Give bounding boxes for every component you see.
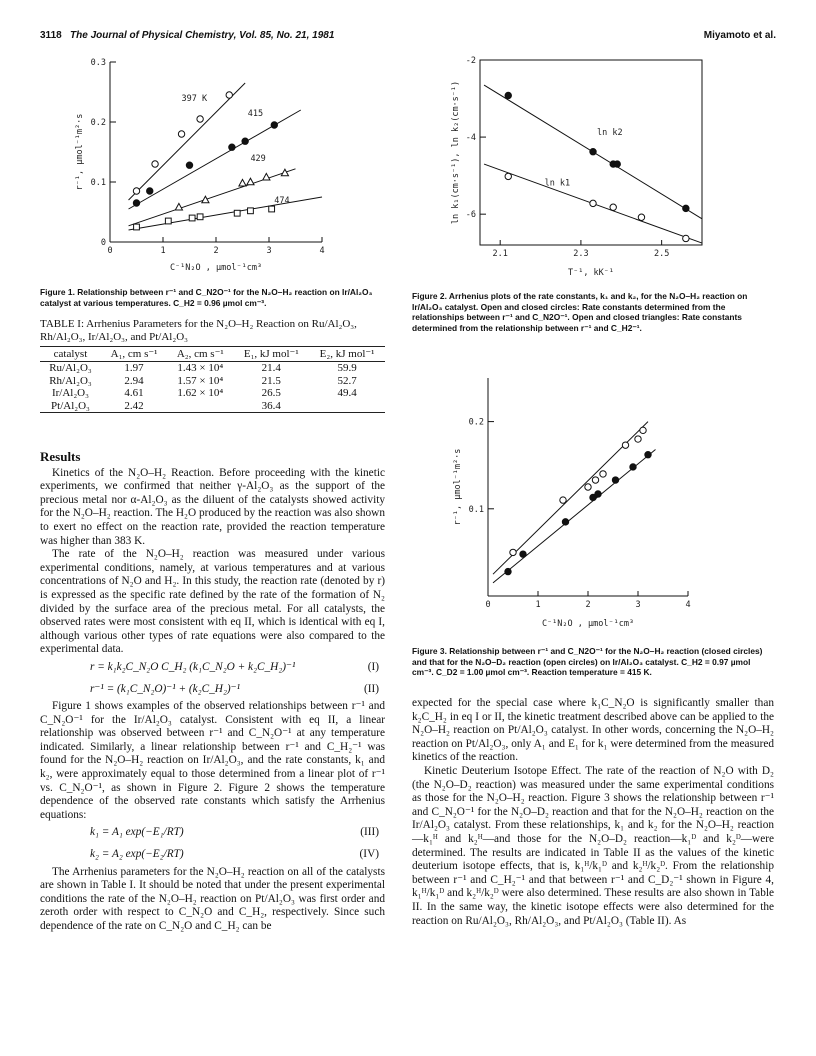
equation-4-number: (IV): [359, 848, 379, 861]
table-1-title: TABLE I: Arrhenius Parameters for the N₂O–H₂ Reaction on Ru/Al₂O₃, Rh/Al₂O₃, Ir/Al₂O₃, and Pt/Al₂O₃: [40, 318, 357, 343]
data-point: [614, 161, 620, 167]
data-point: [234, 210, 240, 216]
table-cell: 4.61: [124, 387, 144, 399]
data-point: [560, 497, 566, 503]
figure-1-caption: [40, 287, 385, 308]
table-cell: 59.9: [337, 362, 357, 374]
left-column-text: [40, 444, 385, 934]
x-tick-label: 1: [535, 600, 541, 610]
paragraph-rate-measure: The rate of the N₂O–H₂ reaction was measured under various experimental conditions, namely, at various temperatures and at various concentrations of N₂O and H₂. In this study, the reaction rate (denoted by r) is expressed as the specific rate defined by the rate of the formation of N₂ divided by the surface area of the precious metal. For all catalysts, the observed rates were most consistent with eq II, which is identical with eq I, although various other types of rate equations were also compared to the experimental data.: [40, 548, 385, 656]
data-point: [134, 224, 140, 230]
table-cell: Rh/Al₂O₃: [49, 374, 92, 387]
data-point: [590, 200, 596, 206]
data-point: [592, 477, 598, 483]
series-label: ln k1: [544, 178, 571, 189]
x-tick-label: 4: [685, 600, 691, 610]
y-tick-label: 0.2: [468, 417, 484, 428]
data-point: [505, 92, 511, 98]
figure-1-caption-text: Relationship between r⁻¹ and C_N2O⁻¹ for the N₂O–H₂ reaction on Ir/Al₂O₃ catalyst at various temperatures. C_H2 = 0.96 µmol cm⁻³.: [40, 287, 373, 308]
figure-1-caption-label: Figure 1.: [40, 287, 75, 297]
paragraph-arrhenius: The Arrhenius parameters for the N₂O–H₂ reaction on all of the catalysts are shown in Table I. It should be noted that under the present experimental conditions the rate of the N₂O–H₂ reaction on Pt/Al₂O₃ was first order and zeroth order with respect to C_N₂O and C_H₂, respectively. Since such dependence of the rate on C_N₂O and C_H₂ can be: [40, 865, 385, 932]
paragraph-kinetics: Kinetics of the N₂O–H₂ Reaction. Before proceeding with the kinetic experiments, we confirmed that neither γ-Al₂O₃ as the support of the precious metal nor α-Al₂O₃ as the diluent of the catalysts showed activity for the N₂O–H₂ reaction. The H₂O produced by the reaction was also shown to exert no effect on the reaction rate, provided the reaction temperature was higher than 383 K.: [40, 466, 385, 547]
right-column-text: [412, 697, 774, 928]
figure-2-caption: [412, 291, 774, 333]
data-point: [175, 203, 182, 210]
equation-2-body: r⁻¹ = (k₁C_N₂O)⁻¹ + (k₂C_H₂)⁻¹: [90, 682, 240, 695]
data-point: [562, 519, 568, 525]
data-point: [640, 427, 646, 433]
data-point: [595, 491, 601, 497]
equation-3-body: k₁ = A₁ exp(−E₁/RT): [90, 826, 184, 839]
data-point: [202, 196, 209, 203]
figure-2-caption-text: Arrhenius plots of the rate constants, k₁ and k₂, for the N₂O–H₂ reaction on Ir/Al₂O₃ catalyst. Open and closed circles: Rate constants determined from the relationships between r⁻¹ and C_N2O⁻¹. Open and closed triangles: Rate constants determined from the relationship between r⁻¹ and C_H2⁻¹.: [412, 291, 748, 333]
y-tick-label: 0.2: [90, 118, 106, 128]
y-tick-label: 0: [100, 238, 106, 248]
y-tick-label: 0.3: [90, 58, 106, 68]
table-1-grid: [40, 346, 385, 413]
data-point: [186, 162, 192, 168]
series-fit-line: [129, 197, 322, 230]
table-row: [40, 400, 385, 413]
y-axis-label: ln k₁(cm·s⁻¹), ln k₂(cm·s⁻¹): [451, 80, 461, 225]
x-axis-label: C⁻¹N₂O , µmol⁻¹cm³: [169, 263, 263, 273]
data-point: [622, 442, 628, 448]
table-cell: 21.4: [261, 362, 281, 374]
x-axis-label: C⁻¹N₂O , µmol⁻¹cm³: [541, 619, 635, 629]
data-point: [630, 464, 636, 470]
table-1-header-row: [40, 347, 385, 362]
y-tick-label: 0.1: [90, 178, 106, 188]
data-point: [178, 131, 184, 137]
figure-2-caption-label: Figure 2.: [412, 291, 447, 301]
table-cell: 26.5: [261, 387, 281, 399]
table-cell: 2.94: [124, 374, 144, 387]
y-tick-label: -4: [465, 133, 476, 144]
x-tick-label: 2.1: [492, 249, 508, 259]
table-cell: [309, 400, 385, 413]
x-tick-label: 2: [585, 600, 591, 610]
figure-3-caption: [412, 646, 774, 678]
data-point: [269, 206, 275, 212]
paragraph-pt-kinetics: expected for the special case where k₁C_N₂O is significantly smaller than k₂C_H₂ in eq I or II, the kinetic treatment described above can be applied to the N₂O–H₂ reaction on Pt/Al₂O₃ catalyst. In other words, concerning the N₂O–H₂ reaction on Pt/Al₂O₃, only A₁ and E₁ for k₁ were determined from the measured kinetics of the reaction.: [412, 697, 774, 764]
x-tick-label: 3: [266, 246, 272, 256]
data-point: [133, 188, 139, 194]
data-point: [590, 149, 596, 155]
x-tick-label: 2.3: [573, 249, 589, 259]
equation-1-body: r = k₁k₂C_N₂O C_H₂ (k₁C_N₂O + k₂C_H₂)⁻¹: [90, 660, 296, 673]
table-1-header-cell: A₁, cm s⁻¹: [101, 347, 167, 362]
journal-citation: The Journal of Physical Chemistry, Vol. 85, No. 21, 1981: [70, 30, 335, 41]
equation-4: [40, 844, 385, 866]
table-cell: Pt/Al₂O₃: [40, 400, 101, 413]
x-tick-label: 2.5: [653, 249, 670, 259]
series-label: 429: [250, 154, 266, 164]
equation-2: [40, 679, 385, 701]
figure-2-chart: [448, 50, 710, 285]
table-cell: 1.62 × 10⁴: [177, 387, 224, 399]
table-1-header-cell: E₁, kJ mol⁻¹: [233, 347, 309, 362]
y-tick-label: 0.1: [468, 504, 484, 515]
table-row: [40, 375, 385, 388]
data-point: [263, 173, 270, 180]
data-point: [683, 205, 689, 211]
table-cell: Ir/Al₂O₃: [51, 387, 89, 399]
table-cell: 1.57 × 10⁴: [177, 374, 224, 387]
data-point: [152, 161, 158, 167]
series-label: 415: [247, 109, 264, 119]
series-fit-line: [129, 169, 296, 226]
data-point: [197, 116, 203, 122]
table-row: [40, 362, 385, 375]
series-label: 397 K: [181, 94, 208, 104]
table-1-body: [40, 362, 385, 413]
x-tick-label: 0: [485, 600, 491, 610]
data-point: [239, 179, 246, 186]
figure-3-caption-label: Figure 3.: [412, 646, 447, 656]
data-point: [520, 551, 526, 557]
data-point: [226, 92, 232, 98]
equation-1-number: (I): [367, 660, 379, 673]
table-row: [40, 387, 385, 400]
data-point: [165, 218, 171, 224]
y-axis-label: r⁻¹, µmol⁻¹m²·s: [75, 113, 85, 191]
paragraph-figure-1-discussion: Figure 1 shows examples of the observed relationships between r⁻¹ and C_N₂O⁻¹ for the Ir/Al₂O₃ catalyst. Consistent with eq II, a linear relationship was observed between r⁻¹ and C_N₂O⁻¹ at any temperature indicated. Similarly, a linear relationship between r⁻¹ and C_H₂⁻¹ was found for the N₂O–H₂ reaction on Ir/Al₂O₃, and the rate constants, k₁ and k₂, were approximately equal to those determined from a linear plot of r⁻¹ vs. C_N₂O⁻¹, as shown in Figure 2. Figure 2 shows the temperature dependence of the observed rate constants which satisfy the Arrhenius equations:: [40, 700, 385, 821]
equation-3-number: (III): [360, 826, 379, 839]
data-point: [505, 173, 511, 179]
y-axis-label: r⁻¹, µmol⁻¹m²·s: [453, 448, 463, 526]
figure-1-chart: [70, 50, 370, 282]
figure-3-caption-text: Relationship between r⁻¹ and C_N2O⁻¹ for the N₂O–H₂ reaction (closed circles) and that for the N₂O–D₂ reaction (open circles) on Ir/Al₂O₃ catalyst. C_H2 = 0.97 µmol cm⁻³. C_D2 = 1.00 µmol cm⁻³. Reaction temperature = 415 K.: [412, 646, 763, 677]
equation-1: [40, 657, 385, 679]
authors-header: Miyamoto et al.: [703, 30, 776, 41]
table-cell: 1.97: [124, 362, 144, 374]
data-point: [510, 549, 516, 555]
data-point: [505, 568, 511, 574]
equation-4-body: k₂ = A₂ exp(−E₂/RT): [90, 848, 184, 861]
data-point: [229, 144, 235, 150]
data-point: [635, 436, 641, 442]
x-tick-label: 1: [160, 246, 166, 256]
figure-3-chart: [448, 368, 710, 643]
table-cell: 52.7: [337, 374, 357, 387]
table-1-header-cell: catalyst: [40, 347, 101, 362]
page-number: 3118: [40, 30, 62, 41]
x-tick-label: 0: [107, 246, 113, 256]
table-cell: 1.43 × 10⁴: [177, 362, 224, 374]
table-cell: 49.4: [337, 387, 357, 399]
x-tick-label: 3: [635, 600, 641, 610]
table-1-header-cell: A₂, cm s⁻¹: [167, 347, 233, 362]
paragraph-isotope-effect: Kinetic Deuterium Isotope Effect. The rate of the reaction of N₂O with D₂ (the N₂O–D₂ reaction) was measured under the same experimental conditions as those for the N₂O–H₂ reaction. Figure 3 shows the relationship between r⁻¹ and C_N₂O⁻¹ for the N₂O–D₂ reaction and that for the N₂O–H₂ reaction on the Ir/Al₂O₃ catalyst. From these relationships, k₁ and k₂ for the N₂O–H₂ reaction—k₁ᴴ and k₂ᴴ—and those for the N₂O–D₂ reaction—k₁ᴰ and k₂ᴰ—were determined. The results are indicated in Table II as the values of the kinetic deuterium isotope effects, that is, k₁ᴴ/k₁ᴰ and k₂ᴴ/k₂ᴰ. From the relationship between r⁻¹ and C_H₂⁻¹ and that between r⁻¹ and C_D₂⁻¹ shown in Figure 4, k₁ᴴ/k₁ᴰ and k₂ᴴ/k₂ᴰ were also determined. These results are also shown in Table II. In the same way, the kinetic isotope effects were also determined for the reaction on Ru/Al₂O₃, Rh/Al₂O₃, and Pt/Al₂O₃ (Table II). As: [412, 764, 774, 927]
equation-3: [40, 822, 385, 844]
x-tick-label: 4: [319, 246, 325, 256]
section-heading-results: Results: [40, 449, 81, 464]
data-point: [247, 178, 254, 185]
series-label: 474: [274, 196, 290, 206]
x-tick-label: 2: [213, 246, 219, 256]
table-cell: 36.4: [233, 400, 309, 413]
table-cell: 21.5: [261, 374, 281, 387]
table-cell: 2.42: [101, 400, 167, 413]
data-point: [248, 208, 254, 214]
data-point: [612, 477, 618, 483]
data-point: [600, 471, 606, 477]
table-1-header-cell: E₂, kJ mol⁻¹: [309, 347, 385, 362]
y-tick-label: -2: [465, 56, 476, 66]
data-point: [189, 215, 195, 221]
data-point: [133, 200, 139, 206]
running-header: [40, 30, 420, 41]
data-point: [281, 169, 288, 176]
equation-2-number: (II): [363, 682, 379, 695]
table-cell: [167, 400, 233, 413]
data-point: [197, 214, 203, 220]
data-point: [610, 204, 616, 210]
data-point: [242, 138, 248, 144]
data-point: [683, 235, 689, 241]
y-tick-label: -6: [465, 210, 476, 221]
data-point: [638, 214, 644, 220]
x-axis-label: T⁻¹, kK⁻¹: [567, 268, 615, 278]
data-point: [147, 188, 153, 194]
data-point: [585, 484, 591, 490]
data-point: [645, 452, 651, 458]
table-1: [40, 318, 385, 413]
series-label: ln k2: [597, 128, 623, 139]
data-point: [271, 122, 277, 128]
table-cell: Ru/Al₂O₃: [49, 362, 92, 374]
